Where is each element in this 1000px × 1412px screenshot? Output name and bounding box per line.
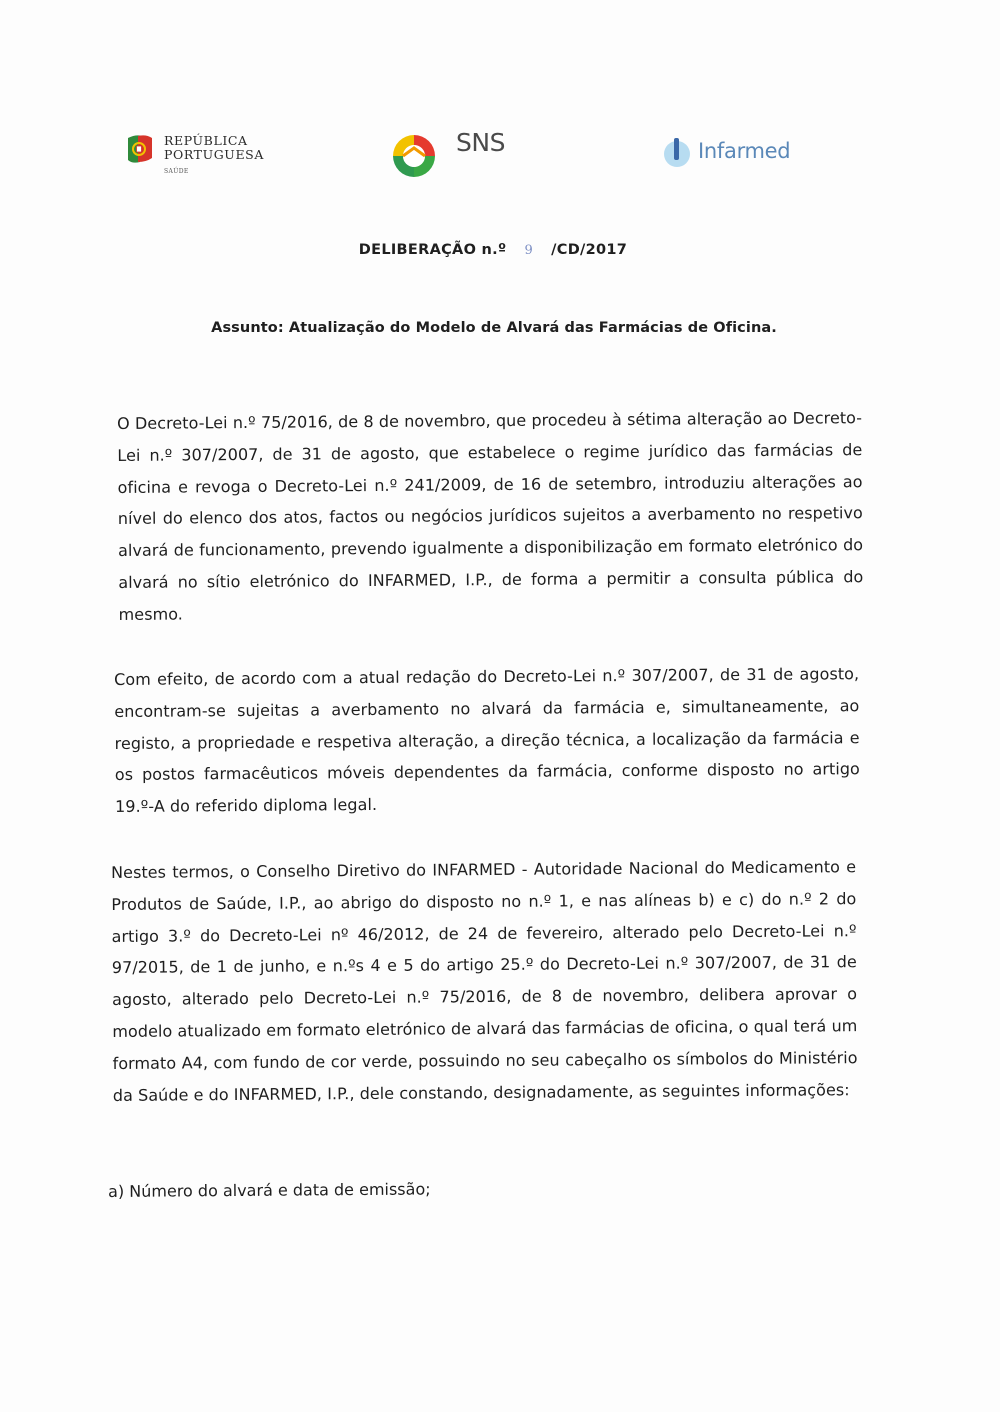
title-suffix: /CD/2017 [551,242,628,258]
republica-line1: REPÚBLICA [164,133,248,148]
sns-mark-icon [390,132,438,180]
republica-portuguesa-logo [124,128,284,182]
handwritten-number: 9 [524,243,534,258]
list-item-a: a) Número do alvará e data de emissão; [108,1179,431,1201]
republica-portuguesa-text [164,134,264,162]
republica-line2: PORTUGUESA [164,147,264,162]
portuguese-flag-icon [124,132,156,166]
document-title [0,242,986,258]
paragraph-2: Com efeito, de acordo com a atual redação do Decreto-Lei n.º 307/2007, de 31 de agosto, encontram-se sujeitas a averbamento no alvará da farmácia e, simultaneamente, ao registo, a propriedade e respetiva alteração, a direção técnica, a localização da farmácia e os postos farmacêuticos móveis dependentes da farmácia, conforme disposto no artigo 19.º-A do referido diploma legal. [114,664,860,817]
infarmed-mark-icon [660,134,696,170]
paragraph-1: O Decreto-Lei n.º 75/2016, de 8 de novembro, que procedeu à sétima alteração ao Decreto-Lei n.º 307/2007, de 31 de agosto, que estabelece o regime jurídico das farmácias de oficina e revoga o Decreto-Lei n.º 241/2009, de 16 de setembro, introduziu alterações ao nível do elenco dos atos, factos ou negócios jurídicos sujeitos a averbamento no respetivo alvará de funcionamento, prevendo igualmente a disponibilização em formato eletrónico do alvará no sítio eletrónico do INFARMED, I.P., de forma a permitir a consulta pública do mesmo. [117,408,864,624]
title-prefix: DELIBERAÇÃO n.º [358,242,507,258]
document-subject: Assunto: Atualização do Modelo de Alvará das Farmácias de Oficina. [211,320,777,336]
infarmed-text: Infarmed [698,139,791,163]
sns-logo [390,128,530,182]
paragraph-3: Nestes termos, o Conselho Diretivo do INFARMED - Autoridade Nacional do Medicamento e Produtos de Saúde, I.P., ao abrigo do disposto no n.º 1, e nas alíneas b) e c) do n.º 2 do artigo 3.º do Decreto-Lei nº 46/2012, de 24 de fevereiro, alterado pelo Decreto-Lei n.º 97/2015, de 1 de junho, e n.ºs 4 e 5 do artigo 25.º do Decreto-Lei n.º 307/2007, de 31 de agosto, alterado pelo Decreto-Lei n.º 75/2016, de 8 de novembro, delibera aprovar o modelo atualizado em formato eletrónico de alvará das farmácias de oficina, o qual terá um formato A4, com fundo de cor verde, possuindo no seu cabeçalho os símbolos do Ministério da Saúde e do INFARMED, I.P., dele constando, designadamente, as seguintes informações: [111,857,858,1105]
infarmed-logo [660,134,810,174]
sns-text: SNS [456,128,505,157]
republica-sub: SAÚDE [164,168,189,175]
